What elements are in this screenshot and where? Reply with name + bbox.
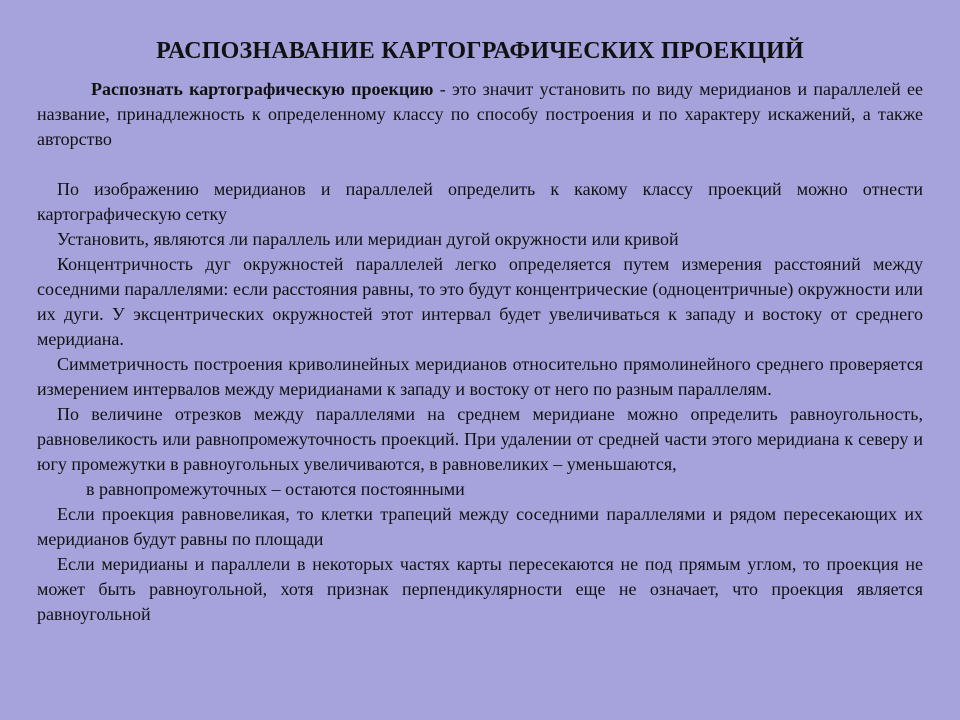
intro-paragraph [37,77,923,152]
paragraph-arc-or-curve: Установить, являются ли параллель или меридиан дугой окружности или кривой [57,229,679,249]
paragraph-equidistant: в равнопромежуточных – остаются постоянными [86,479,465,499]
paragraph-equal-area: Если проекция равновеликая, то клетки трапеций между соседними параллелями и рядом пересекающих их меридианов будут равны по площади [37,504,923,549]
intro-term: Распознать картографическую проекцию [91,79,434,99]
paragraph-symmetry: Симметричность построения криволинейных меридианов относительно прямолинейного среднего проверяется измерением интервалов между меридианами к западу и востоку от него по разным параллелям. [37,354,923,399]
paragraph-classify-grid: По изображению меридианов и параллелей определить к какому классу проекций можно отнести картографическую сетку [37,179,923,224]
paragraph-concentricity: Концентричность дуг окружностей параллелей легко определяется путем измерения расстояний между соседними параллелями: если расстояния равны, то это будут концентрические (одноцентричные) окружности или их дуги. У эксцентрических окружностей этот интервал будет увеличиваться к западу и востоку от среднего меридиана. [37,254,923,349]
slide-title: РАСПОЗНАВАНИЕ КАРТОГРАФИЧЕСКИХ ПРОЕКЦИЙ [156,38,804,64]
paragraph-conformal: Если меридианы и параллели в некоторых частях карты пересекаются не под прямым углом, то проекция не может быть равноугольной, хотя признак перпендикулярности еще не означает, что проекция является равноугольной [37,554,923,624]
intro-definition: - это значит установить по виду меридианов и параллелей ее название, принадлежность к определенному классу по способу построения и по характеру искажений, а также авторство [37,79,923,149]
paragraph-segment-lengths: По величине отрезков между параллелями на среднем меридиане можно определить равноугольность, равновеликость или равнопромежуточность проекций. При удалении от средней части этого меридиана к северу и югу промежутки в равноугольных увеличиваются, в равновеликих – уменьшаются, [37,404,923,474]
